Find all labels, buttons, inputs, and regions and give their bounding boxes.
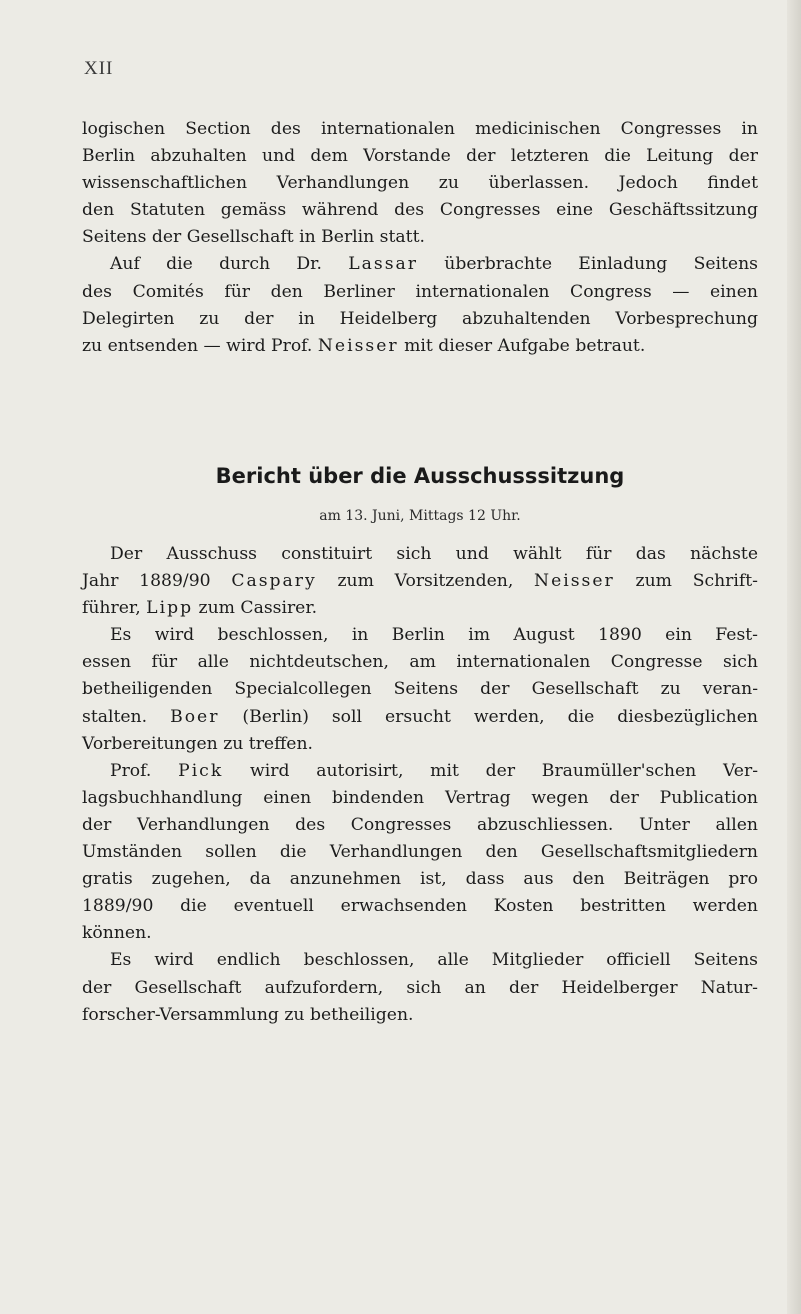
text-line: stalten. Boer (Berlin) soll ersucht werden, die diesbezüglichen bbox=[82, 706, 758, 727]
person-name: Neisser bbox=[534, 571, 615, 592]
text-line: den Statuten gemäss während des Congresses eine Geschäftssitzung bbox=[82, 200, 758, 221]
section-subheading: am 13. Juni, Mittags 12 Uhr. bbox=[319, 508, 521, 524]
person-name: Boer bbox=[170, 706, 220, 727]
text-line: forscher-Versammlung zu betheiligen. bbox=[82, 1004, 414, 1025]
text-line: Der Ausschuss constituirt sich und wählt für das nächste bbox=[110, 544, 758, 564]
text-line: können. bbox=[82, 923, 152, 944]
text-line: Seitens der Gesellschaft in Berlin statt. bbox=[82, 227, 425, 248]
text-line: wissenschaftlichen Verhandlungen zu überlassen. Jedoch findet bbox=[82, 173, 758, 194]
person-name: Caspary bbox=[231, 571, 317, 592]
text-line: Vorbereitungen zu treffen. bbox=[82, 733, 314, 754]
text-line: der Gesellschaft aufzufordern, sich an der Heidelberger Natur- bbox=[82, 977, 758, 998]
text-line: Jahr 1889/90 Caspary zum Vorsitzenden, Neisser zum Schrift- bbox=[82, 571, 758, 592]
text-line: der Verhandlungen des Congresses abzuschliessen. Unter allen bbox=[82, 814, 758, 835]
text-line: des Comités für den Berliner internationalen Congress — einen bbox=[82, 281, 758, 302]
intro-paragraph bbox=[82, 116, 758, 360]
text-line: Es wird beschlossen, in Berlin im August 1890 ein Fest- bbox=[110, 625, 758, 646]
text-line: Prof. Pick wird autorisirt, mit der Braumüller'schen Ver- bbox=[110, 760, 759, 781]
text-line: Delegirten zu der in Heidelberg abzuhaltenden Vorbesprechung bbox=[82, 308, 758, 329]
text-line: Es wird endlich beschlossen, alle Mitglieder officiell Seitens bbox=[110, 950, 758, 971]
text-line: Auf die durch Dr. Lassar überbrachte Einladung Seitens bbox=[110, 254, 758, 275]
text-line: betheiligenden Specialcollegen Seitens der Gesellschaft zu veran- bbox=[82, 679, 758, 700]
person-name: Lassar bbox=[348, 254, 418, 275]
text-line: führer, Lipp zum Cassirer. bbox=[82, 598, 318, 619]
text-line: 1889/90 die eventuell erwachsenden Kosten bestritten werden bbox=[82, 896, 758, 917]
page-edge bbox=[787, 0, 801, 1314]
text-line: gratis zugehen, da anzunehmen ist, dass aus den Beiträgen pro bbox=[82, 869, 758, 890]
person-name: Neisser bbox=[317, 335, 399, 356]
text-line: Umständen sollen die Verhandlungen den Gesellschaftsmitgliedern bbox=[82, 842, 758, 863]
text-line: logischen Section des internationalen medicinischen Congresses in bbox=[82, 119, 758, 139]
text-line: zu entsenden — wird Prof. Neisser mit dieser Aufgabe betraut. bbox=[82, 335, 646, 356]
text-line: Berlin abzuhalten und dem Vorstande der letzteren die Leitung der bbox=[82, 146, 758, 167]
text-line: lagsbuchhandlung einen bindenden Vertrag wegen der Publication bbox=[82, 787, 758, 808]
report-body bbox=[82, 541, 758, 1029]
section-heading: Bericht über die Ausschusssitzung bbox=[215, 464, 625, 488]
page-number: XII bbox=[84, 58, 114, 79]
person-name: Lipp bbox=[146, 598, 194, 619]
text-line: essen für alle nichtdeutschen, am internationalen Congresse sich bbox=[82, 652, 758, 673]
person-name: Pick bbox=[178, 760, 224, 781]
